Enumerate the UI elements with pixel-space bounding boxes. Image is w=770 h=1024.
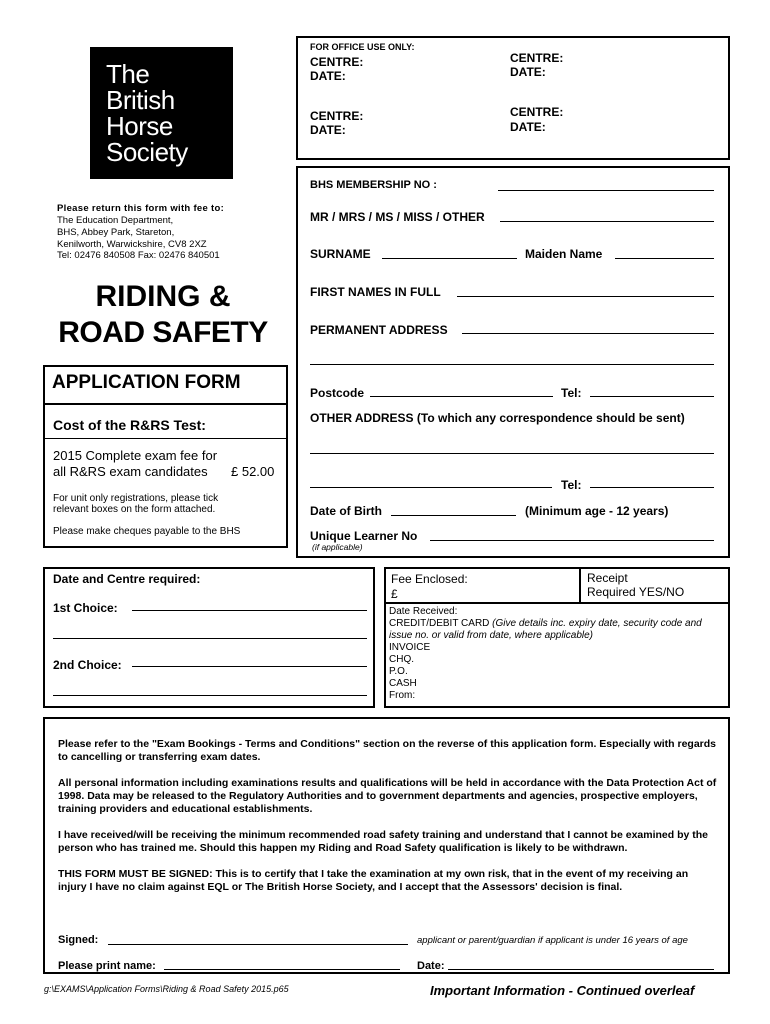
chq-label: CHQ.: [389, 654, 414, 665]
fee-line-2: all R&RS exam candidates: [53, 464, 208, 479]
title-field[interactable]: [500, 221, 714, 222]
permanent-address-field-1[interactable]: [462, 333, 714, 334]
surname-label: SURNAME: [310, 247, 371, 261]
heading-divider: [43, 403, 288, 405]
office-centre-1: CENTRE:: [310, 55, 364, 69]
signature-field[interactable]: [108, 944, 408, 945]
first-names-label: FIRST NAMES IN FULL: [310, 285, 441, 299]
other-tel-label: Tel:: [561, 478, 582, 492]
permanent-address-field-2[interactable]: [310, 364, 714, 365]
other-tel-field[interactable]: [590, 487, 714, 488]
surname-field[interactable]: [382, 258, 517, 259]
file-path: g:\EXAMS\Application Forms\Riding & Road Safety 2015.p65: [44, 984, 289, 994]
tel-label: Tel:: [561, 386, 582, 400]
second-choice-field[interactable]: [132, 666, 367, 667]
other-address-field-2[interactable]: [310, 487, 552, 488]
dob-field[interactable]: [391, 515, 516, 516]
fee-box-divider: [384, 602, 730, 604]
first-choice-field-2[interactable]: [53, 638, 367, 639]
date-field[interactable]: [448, 969, 714, 970]
fee-enclosed-label: Fee Enclosed:: [391, 572, 468, 586]
print-name-label: Please print name:: [58, 960, 156, 972]
first-choice-label: 1st Choice:: [53, 601, 118, 615]
continued-overleaf: Important Information - Continued overleaf: [430, 983, 695, 998]
bhs-logo: [90, 47, 233, 179]
from-label: From:: [389, 690, 416, 701]
cash-label: CASH: [389, 678, 417, 689]
card-note-2: issue no. or valid from date, where applicable): [389, 630, 593, 641]
invoice-label: INVOICE: [389, 642, 431, 653]
office-date-2: DATE:: [510, 65, 546, 79]
office-centre-3: CENTRE:: [310, 109, 364, 123]
title-label: MR / MRS / MS / MISS / OTHER: [310, 210, 485, 224]
print-name-field[interactable]: [164, 969, 400, 970]
office-date-1: DATE:: [310, 69, 346, 83]
return-line: BHS, Abbey Park, Stareton,: [57, 227, 175, 238]
terms-paragraph-2: All personal information including examinations results and qualifications will be held in accordance with the Data Protection Act of 1998. Data may be released to the Regulatory Authorities and to government departments and agencies, prospective employers, training providers and educational establishments.: [58, 777, 717, 815]
application-form-heading: APPLICATION FORM: [52, 372, 241, 393]
fee-box-vdivider: [579, 567, 581, 603]
title-line-2: ROAD SAFETY: [58, 316, 268, 349]
office-use-header: FOR OFFICE USE ONLY:: [310, 42, 415, 52]
po-label: P.O.: [389, 666, 408, 677]
uln-label: Unique Learner No: [310, 529, 418, 543]
pound-sign: £: [391, 587, 398, 601]
logo-line: Horse: [106, 111, 173, 141]
min-age-note: (Minimum age - 12 years): [525, 504, 669, 518]
choices-heading: Date and Centre required:: [53, 572, 201, 586]
receipt-label: Receipt: [587, 571, 628, 585]
receipt-required-label: Required YES/NO: [587, 585, 685, 599]
signed-note: applicant or parent/guardian if applicant is under 16 years of age: [417, 935, 688, 946]
unit-note-1: For unit only registrations, please tick: [53, 493, 219, 504]
card-label: [389, 618, 702, 629]
first-choice-field[interactable]: [132, 610, 367, 611]
postcode-field[interactable]: [370, 396, 553, 397]
card-note-1: (Give details inc. expiry date, security code and: [492, 618, 702, 629]
date-label: Date:: [417, 960, 445, 972]
return-line: The Education Department,: [57, 215, 174, 226]
fee-line-1: 2015 Complete exam fee for: [53, 448, 218, 463]
terms-paragraph-1: Please refer to the "Exam Bookings - Terms and Conditions" section on the reverse of this application form. Especially with regards to cancelling or transferring exam dates.: [58, 738, 717, 763]
office-date-3: DATE:: [310, 123, 346, 137]
other-address-label: OTHER ADDRESS (To which any correspondence should be sent): [310, 411, 685, 425]
uln-field[interactable]: [430, 540, 714, 541]
cheques-note: Please make cheques payable to the BHS: [53, 526, 241, 537]
office-date-4: DATE:: [510, 120, 546, 134]
logo-line: The: [106, 59, 150, 89]
membership-label: BHS MEMBERSHIP NO :: [310, 179, 437, 191]
logo-line: British: [106, 85, 175, 115]
uln-note: (if applicable): [312, 542, 363, 552]
postcode-label: Postcode: [310, 386, 365, 400]
office-centre-2: CENTRE:: [510, 51, 564, 65]
fee-amount: £ 52.00: [231, 464, 275, 479]
card-text: CREDIT/DEBIT CARD: [389, 618, 490, 629]
signed-label: Signed:: [58, 934, 99, 946]
logo-line: Society: [106, 137, 188, 167]
cost-heading: Cost of the R&RS Test:: [53, 417, 206, 433]
second-choice-label: 2nd Choice:: [53, 658, 122, 672]
second-choice-field-2[interactable]: [53, 695, 367, 696]
other-address-field-1[interactable]: [310, 453, 714, 454]
terms-paragraph-4: THIS FORM MUST BE SIGNED: This is to certify that I take the examination at my own risk, that in the event of my receiving an injury I have no claim against EQL or The British Horse Society, and I accept that the Assessors' decision is final.: [58, 868, 689, 893]
membership-field[interactable]: [498, 190, 714, 191]
maiden-name-label: Maiden Name: [525, 247, 603, 261]
date-received-label: Date Received:: [389, 606, 458, 617]
terms-paragraph-3: I have received/will be receiving the minimum recommended road safety training and understand that I cannot be examined by the person who has trained me. Should this happen my Riding and Road Safety qualification is likely to be withdrawn.: [58, 829, 709, 854]
unit-note-2: relevant boxes on the form attached.: [53, 504, 216, 515]
permanent-address-label: PERMANENT ADDRESS: [310, 323, 448, 337]
maiden-name-field[interactable]: [615, 258, 714, 259]
tel-field[interactable]: [590, 396, 714, 397]
return-heading: Please return this form with fee to:: [57, 203, 225, 214]
title-line-1: RIDING &: [95, 280, 231, 313]
return-line: Kenilworth, Warwickshire, CV8 2XZ: [57, 239, 207, 250]
cost-divider: [43, 438, 288, 439]
first-names-field[interactable]: [457, 296, 714, 297]
return-line: Tel: 02476 840508 Fax: 02476 840501: [57, 250, 220, 261]
dob-label: Date of Birth: [310, 504, 382, 518]
applicant-details-box: [296, 166, 730, 558]
office-centre-4: CENTRE:: [510, 105, 564, 119]
